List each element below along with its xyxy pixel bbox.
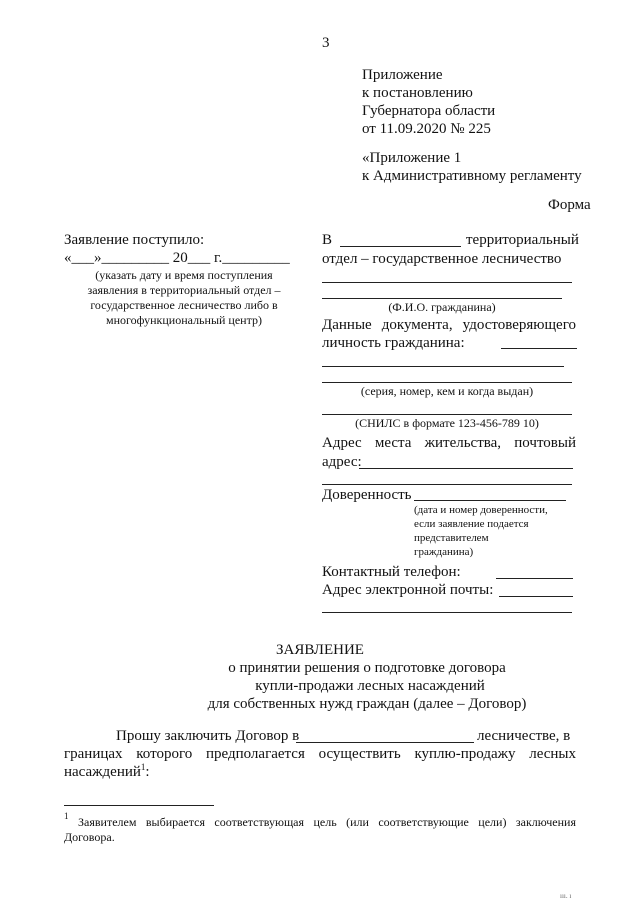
statement-subtitle: купли-продажи лесных насаждений <box>255 678 485 694</box>
appendix-line: к Административному регламенту <box>362 168 582 184</box>
fio-note: (Ф.И.О. гражданина) <box>388 300 496 314</box>
body-line3-end: : <box>145 764 150 780</box>
email-blank <box>322 612 572 613</box>
to-prefix: В <box>322 232 333 248</box>
page-number: 3 <box>322 35 330 51</box>
corner-mark: ııı. ı <box>560 892 572 900</box>
proxy-note: если заявление подается <box>414 518 529 530</box>
footnote-line1: Заявителем выбирается соответствующая цель (или соответствующие цели) заключения <box>78 815 576 829</box>
statement-title: ЗАЯВЛЕНИЕ <box>276 642 364 658</box>
doc-line2: личность гражданина: <box>322 335 465 351</box>
receipt-note: заявления в территориальный отдел – <box>87 283 281 297</box>
proxy-note: представителем <box>414 532 489 544</box>
footnote-ref: 1 <box>140 762 146 772</box>
receipt-note: (указать дату и время поступления <box>95 268 273 282</box>
proxy-blank <box>414 500 566 501</box>
form-label: Форма <box>548 197 591 213</box>
address-blank <box>322 484 572 485</box>
phone-label: Контактный телефон: <box>322 564 461 580</box>
snils-note: (СНИЛС в формате 123-456-789 10) <box>355 416 539 430</box>
body-line3-text: насаждений <box>64 764 141 780</box>
receipt-title: Заявление поступило: <box>64 232 205 248</box>
receipt-date-line: «___»_________ 20___ г._________ <box>64 250 290 266</box>
statement-subtitle: о принятии решения о подготовке договора <box>228 660 506 676</box>
address-blank <box>359 468 573 469</box>
appendix-line: от 11.09.2020 № 225 <box>362 121 491 137</box>
to-line2: отдел – государственное лесничество <box>322 251 562 267</box>
proxy-note: (дата и номер доверенности, <box>414 504 548 516</box>
body-line1-end: лесничестве, в <box>477 728 571 744</box>
address-line2: адрес: <box>322 454 362 470</box>
body-line3 <box>64 763 150 782</box>
appendix-line: Приложение <box>362 67 443 83</box>
to-suffix: территориальный <box>466 232 579 248</box>
email-blank <box>499 596 573 597</box>
footnote-mark: 1 <box>64 811 69 821</box>
address-line1: Адрес места жительства, почтовый <box>322 435 576 451</box>
proxy-label: Доверенность <box>322 487 412 503</box>
doc-note: (серия, номер, кем и когда выдан) <box>360 384 534 398</box>
doc-line1: Данные документа, удостоверяющего <box>322 317 576 333</box>
snils-blank <box>322 414 572 415</box>
appendix-line: к постановлению <box>362 85 473 101</box>
statement-subtitle: для собственных нужд граждан (далее – Договор) <box>207 696 527 712</box>
body-line2: границах которого предполагается осуществить куплю-продажу лесных <box>64 746 576 762</box>
doc-blank <box>322 382 572 383</box>
appendix-line: Губернатора области <box>362 103 496 119</box>
footnote-separator <box>64 805 214 806</box>
doc-blank <box>322 366 564 367</box>
department-blank <box>340 246 461 247</box>
footnote-line2: Договора. <box>64 830 115 844</box>
fio-blank <box>322 282 572 283</box>
body-line1-start: Прошу заключить Договор в <box>116 728 300 744</box>
doc-blank <box>501 348 577 349</box>
forestry-blank <box>296 742 474 743</box>
receipt-note: многофункциональный центр) <box>106 313 262 327</box>
phone-blank <box>496 578 573 579</box>
proxy-note: гражданина) <box>414 546 474 558</box>
fio-blank <box>322 298 562 299</box>
email-label: Адрес электронной почты: <box>322 582 494 598</box>
appendix-line: «Приложение 1 <box>362 150 462 166</box>
receipt-note: государственное лесничество либо в <box>90 298 278 312</box>
